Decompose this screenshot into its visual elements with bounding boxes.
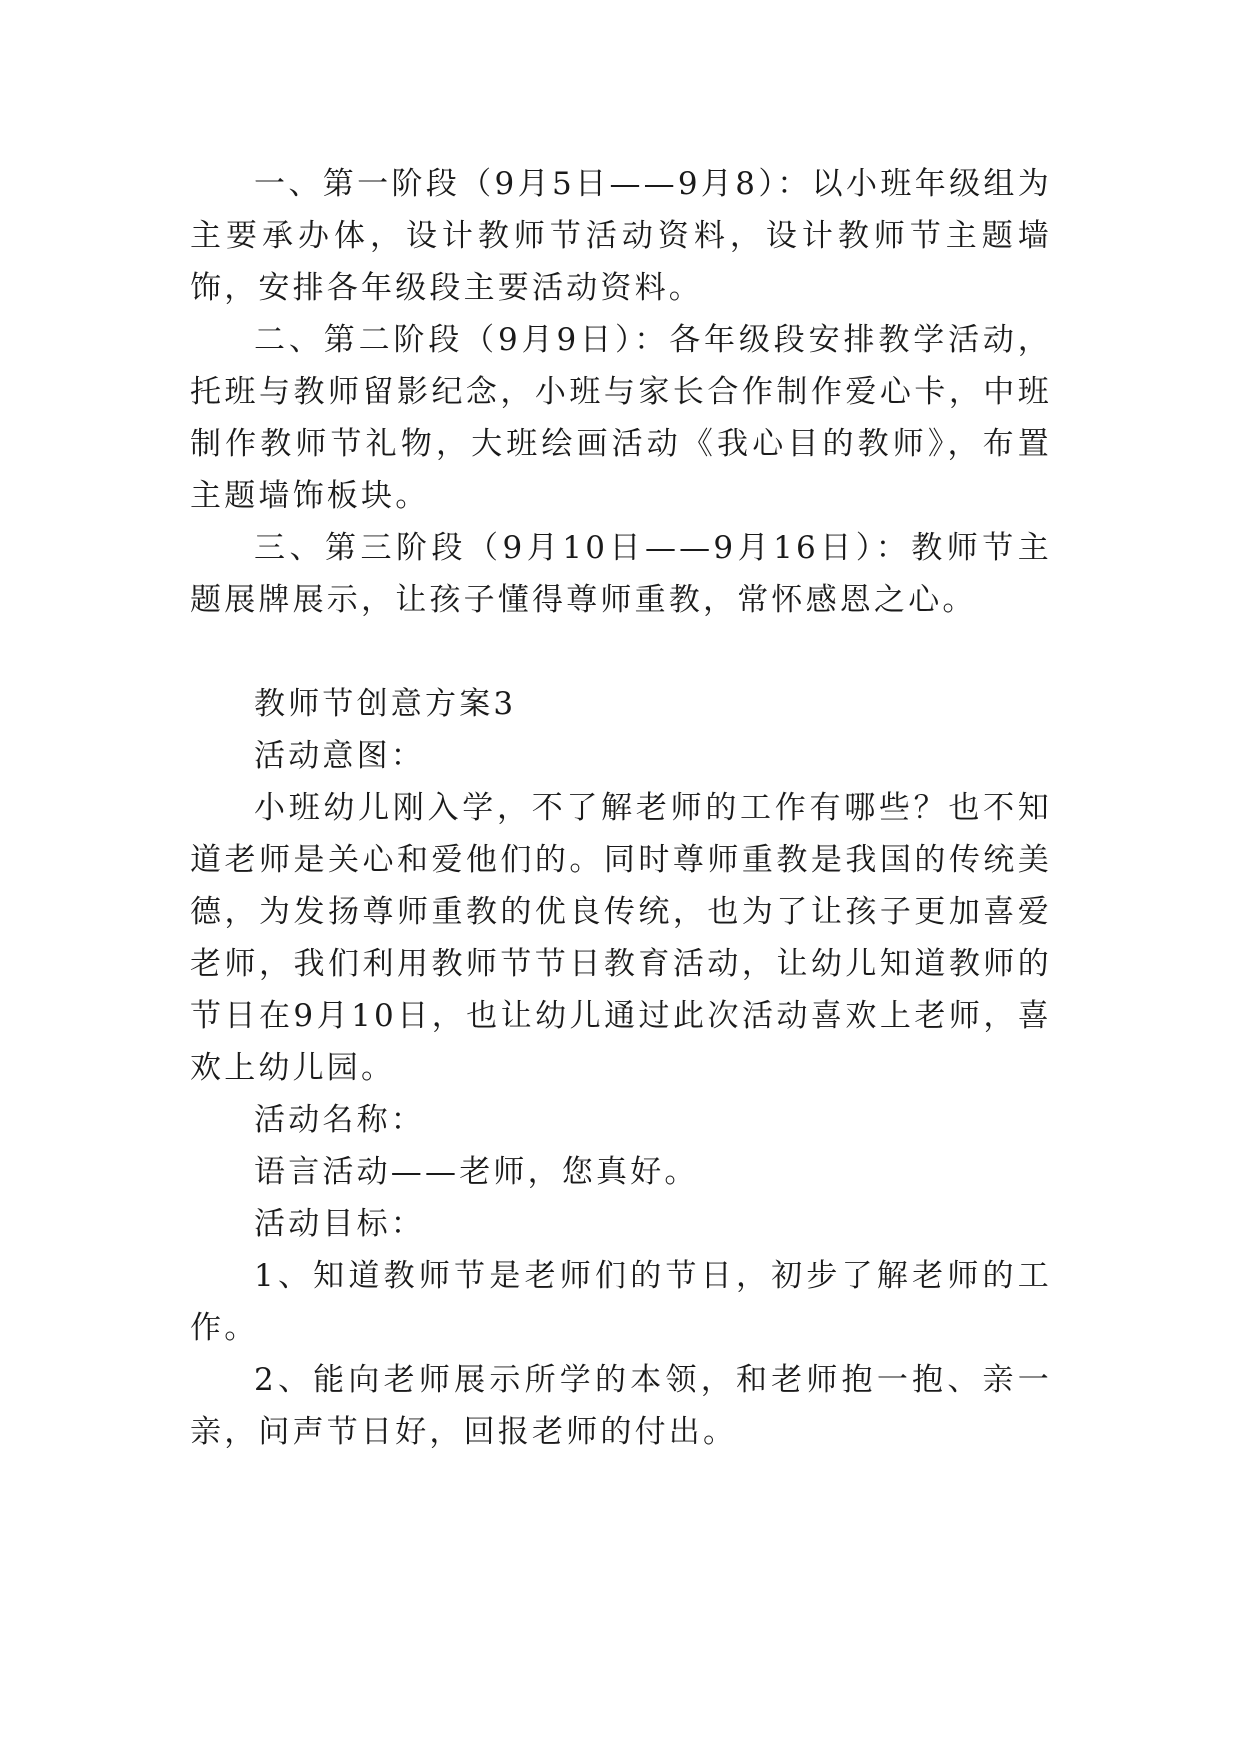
paragraph-stage-three: 三、第三阶段（9月10日——9月16日）：教师节主题展牌展示，让孩子懂得尊师重教，常怀感恩之心。 (190, 530, 1052, 618)
intent-paragraph: 小班幼儿刚入学，不了解老师的工作有哪些？也不知道老师是关心和爱他们的。同时尊师重教是我国的传统美德，为发扬尊师重教的优良传统，也为了让孩子更加喜爱老师，我们利用教师节节日教育活动，让幼儿知道教师的节日在9月10日，也让幼儿通过此次活动喜欢上老师，喜欢上幼儿园。 (190, 790, 1052, 1086)
paragraph-stage-one: 一、第一阶段（9月5日——9月8）：以小班年级组为主要承办体，设计教师节活动资料，设计教师节主题墙饰，安排各年级段主要活动资料。 (190, 166, 1052, 306)
document-page (190, 158, 1052, 1458)
activity-goal-2: 2、能向老师展示所学的本领，和老师抱一抱、亲一亲，问声节日好，回报老师的付出。 (190, 1362, 1052, 1450)
section-title: 教师节创意方案3 (254, 686, 517, 722)
activity-name-text: 语言活动——老师，您真好。 (254, 1154, 699, 1190)
intent-label: 活动意图： (254, 738, 425, 774)
activity-goal-1: 1、知道教师节是老师们的节日，初步了解老师的工作。 (190, 1258, 1052, 1346)
activity-goal-label: 活动目标： (254, 1206, 425, 1242)
section-gap (190, 626, 1052, 678)
paragraph-stage-two: 二、第二阶段（9月9日）：各年级段安排教学活动，托班与教师留影纪念，小班与家长合作制作爱心卡，中班制作教师节礼物，大班绘画活动《我心目的教师》，布置主题墙饰板块。 (190, 322, 1052, 514)
activity-name-label: 活动名称： (254, 1102, 425, 1138)
